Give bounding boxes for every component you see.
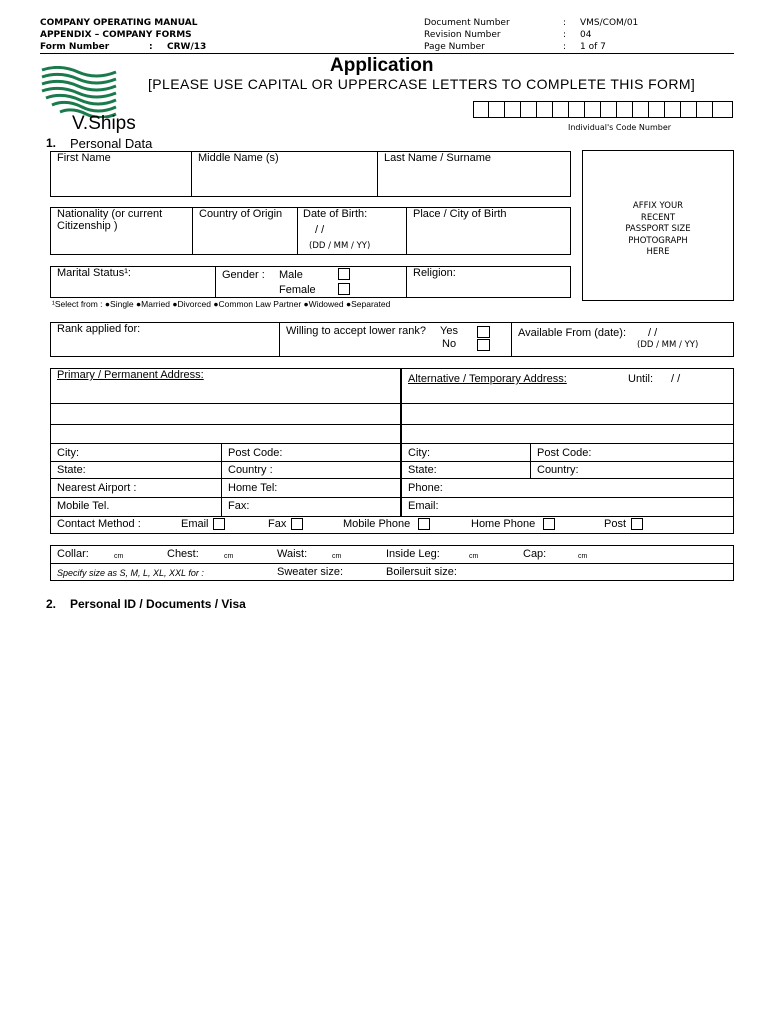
page-label: Page Number: [424, 42, 485, 52]
country-label: Country :: [228, 464, 273, 476]
alt-state-label: State:: [408, 464, 437, 476]
middle-name-label: Middle Name (s): [198, 152, 279, 164]
place-of-birth-label: Place / City of Birth: [413, 208, 507, 220]
gender-female-label: Female: [279, 284, 316, 296]
section2-title: Personal ID / Documents / Visa: [70, 597, 246, 611]
page-subtitle: [PLEASE USE CAPITAL OR UPPERCASE LETTERS TO COMPLETE THIS FORM]: [148, 76, 696, 92]
contact-email-checkbox[interactable]: [213, 518, 225, 530]
primary-address-field-1[interactable]: [52, 383, 399, 402]
until-label: Until:: [628, 373, 654, 385]
primary-address-label: Primary / Permanent Address:: [57, 369, 204, 381]
alt-city-label: City:: [408, 447, 430, 459]
boilersuit-size-label: Boilersuit size:: [386, 566, 457, 578]
dob-format: (DD / MM / YY): [309, 241, 371, 251]
state-label: State:: [57, 464, 86, 476]
page-title: Application: [330, 55, 434, 76]
alt-country-label: Country:: [537, 464, 579, 476]
appendix-title: APPENDIX – COMPANY FORMS: [40, 30, 192, 40]
alternative-address-field-1[interactable]: [403, 387, 733, 402]
vships-logo-icon: [40, 66, 118, 118]
marital-status-label: Marital Status¹:: [57, 267, 131, 279]
contact-fax-label: Fax: [268, 518, 287, 530]
alternative-address-field-2[interactable]: [403, 405, 733, 423]
lower-rank-no-checkbox[interactable]: [477, 339, 490, 351]
marital-footnote: ¹Select from : ●Single ●Married ●Divorced ●Common Law Partner ●Widowed ●Separated: [52, 299, 391, 309]
gender-female-checkbox[interactable]: [338, 283, 350, 295]
rank-label: Rank applied for:: [57, 323, 141, 335]
waist-unit: cm: [332, 553, 342, 560]
alternative-address-field-3[interactable]: [403, 426, 733, 442]
revision-label: Revision Number: [424, 30, 501, 40]
home-tel-label: Home Tel:: [228, 482, 278, 494]
contact-method-label: Contact Method :: [57, 518, 141, 530]
contact-fax-checkbox[interactable]: [291, 518, 303, 530]
chest-label: Chest:: [167, 548, 199, 560]
contact-mobile-label: Mobile Phone: [343, 518, 411, 530]
cap-unit: cm: [578, 553, 588, 560]
last-name-label: Last Name / Surname: [384, 152, 491, 164]
until-slashes: / /: [671, 373, 681, 385]
alt-post-code-label: Post Code:: [537, 447, 592, 459]
collar-label: Collar:: [57, 548, 89, 560]
form-number: CRW/13: [167, 42, 207, 52]
sweater-size-label: Sweater size:: [277, 566, 344, 578]
available-slashes: / /: [648, 327, 658, 339]
section2-number: 2.: [46, 597, 57, 611]
last-name-field[interactable]: [379, 166, 569, 195]
religion-label: Religion:: [413, 267, 456, 279]
manual-title: COMPANY OPERATING MANUAL: [40, 18, 198, 28]
collar-unit: cm: [114, 553, 124, 560]
page-number: 1 of 7: [580, 42, 606, 52]
inside-leg-label: Inside Leg:: [386, 548, 440, 560]
primary-address-field-3[interactable]: [52, 426, 399, 442]
section1-title: Personal Data: [70, 136, 153, 151]
first-name-field[interactable]: [52, 166, 190, 195]
nationality-label: Nationality (or current: [57, 208, 163, 220]
revision-number: 04: [580, 30, 592, 40]
form-number-label: Form Number: [40, 42, 110, 52]
inside-leg-unit: cm: [469, 553, 479, 560]
phone-label: Phone:: [408, 482, 443, 494]
country-origin-label: Country of Origin: [199, 208, 283, 220]
lower-rank-no-label: No: [442, 338, 457, 350]
mobile-tel-label: Mobile Tel.: [57, 500, 110, 512]
revision-sep: :: [563, 30, 567, 40]
middle-name-field[interactable]: [193, 166, 376, 195]
form-number-sep: :: [149, 42, 153, 52]
email-label: Email:: [408, 500, 439, 512]
contact-post-label: Post: [604, 518, 627, 530]
nearest-airport-label: Nearest Airport :: [57, 482, 137, 494]
contact-post-checkbox[interactable]: [631, 518, 643, 530]
waist-label: Waist:: [277, 548, 308, 560]
post-code-label: Post Code:: [228, 447, 283, 459]
dob-label: Date of Birth:: [303, 208, 368, 220]
doc-number-sep: :: [563, 18, 567, 28]
gender-male-label: Male: [279, 269, 303, 281]
size-specify-label: Specify size as S, M, L, XL, XXL for :: [57, 568, 204, 578]
dob-slashes: / /: [315, 224, 325, 236]
photo-instructions: AFFIX YOUR RECENT PASSPORT SIZE PHOTOGRAPH HERE: [625, 201, 691, 257]
section1-number: 1.: [46, 136, 57, 150]
doc-number-label: Document Number: [424, 18, 510, 28]
lower-rank-yes-label: Yes: [440, 325, 458, 337]
gender-male-checkbox[interactable]: [338, 268, 350, 280]
code-number-label: Individual's Code Number: [568, 123, 672, 132]
logo-text: V.Ships: [72, 113, 136, 134]
alternative-address-label: Alternative / Temporary Address:: [408, 373, 567, 385]
cap-label: Cap:: [523, 548, 547, 560]
contact-home-label: Home Phone: [471, 518, 536, 530]
lower-rank-yes-checkbox[interactable]: [477, 326, 490, 338]
chest-unit: cm: [224, 553, 234, 560]
contact-mobile-checkbox[interactable]: [418, 518, 430, 530]
gender-label: Gender :: [222, 269, 265, 281]
contact-home-checkbox[interactable]: [543, 518, 555, 530]
primary-address-field-2[interactable]: [52, 405, 399, 423]
contact-email-label: Email: [181, 518, 209, 530]
header-rule: [40, 53, 734, 54]
citizenship-label: Citizenship ): [57, 220, 118, 232]
available-from-label: Available From (date):: [518, 327, 627, 339]
rank-field[interactable]: [52, 337, 278, 355]
first-name-label: First Name: [57, 152, 111, 164]
doc-number: VMS/COM/01: [580, 18, 639, 28]
fax-label: Fax:: [228, 500, 250, 512]
lower-rank-label: Willing to accept lower rank?: [286, 325, 427, 337]
available-format: (DD / MM / YY): [637, 340, 699, 350]
page-sep: :: [563, 42, 567, 52]
city-label: City:: [57, 447, 79, 459]
